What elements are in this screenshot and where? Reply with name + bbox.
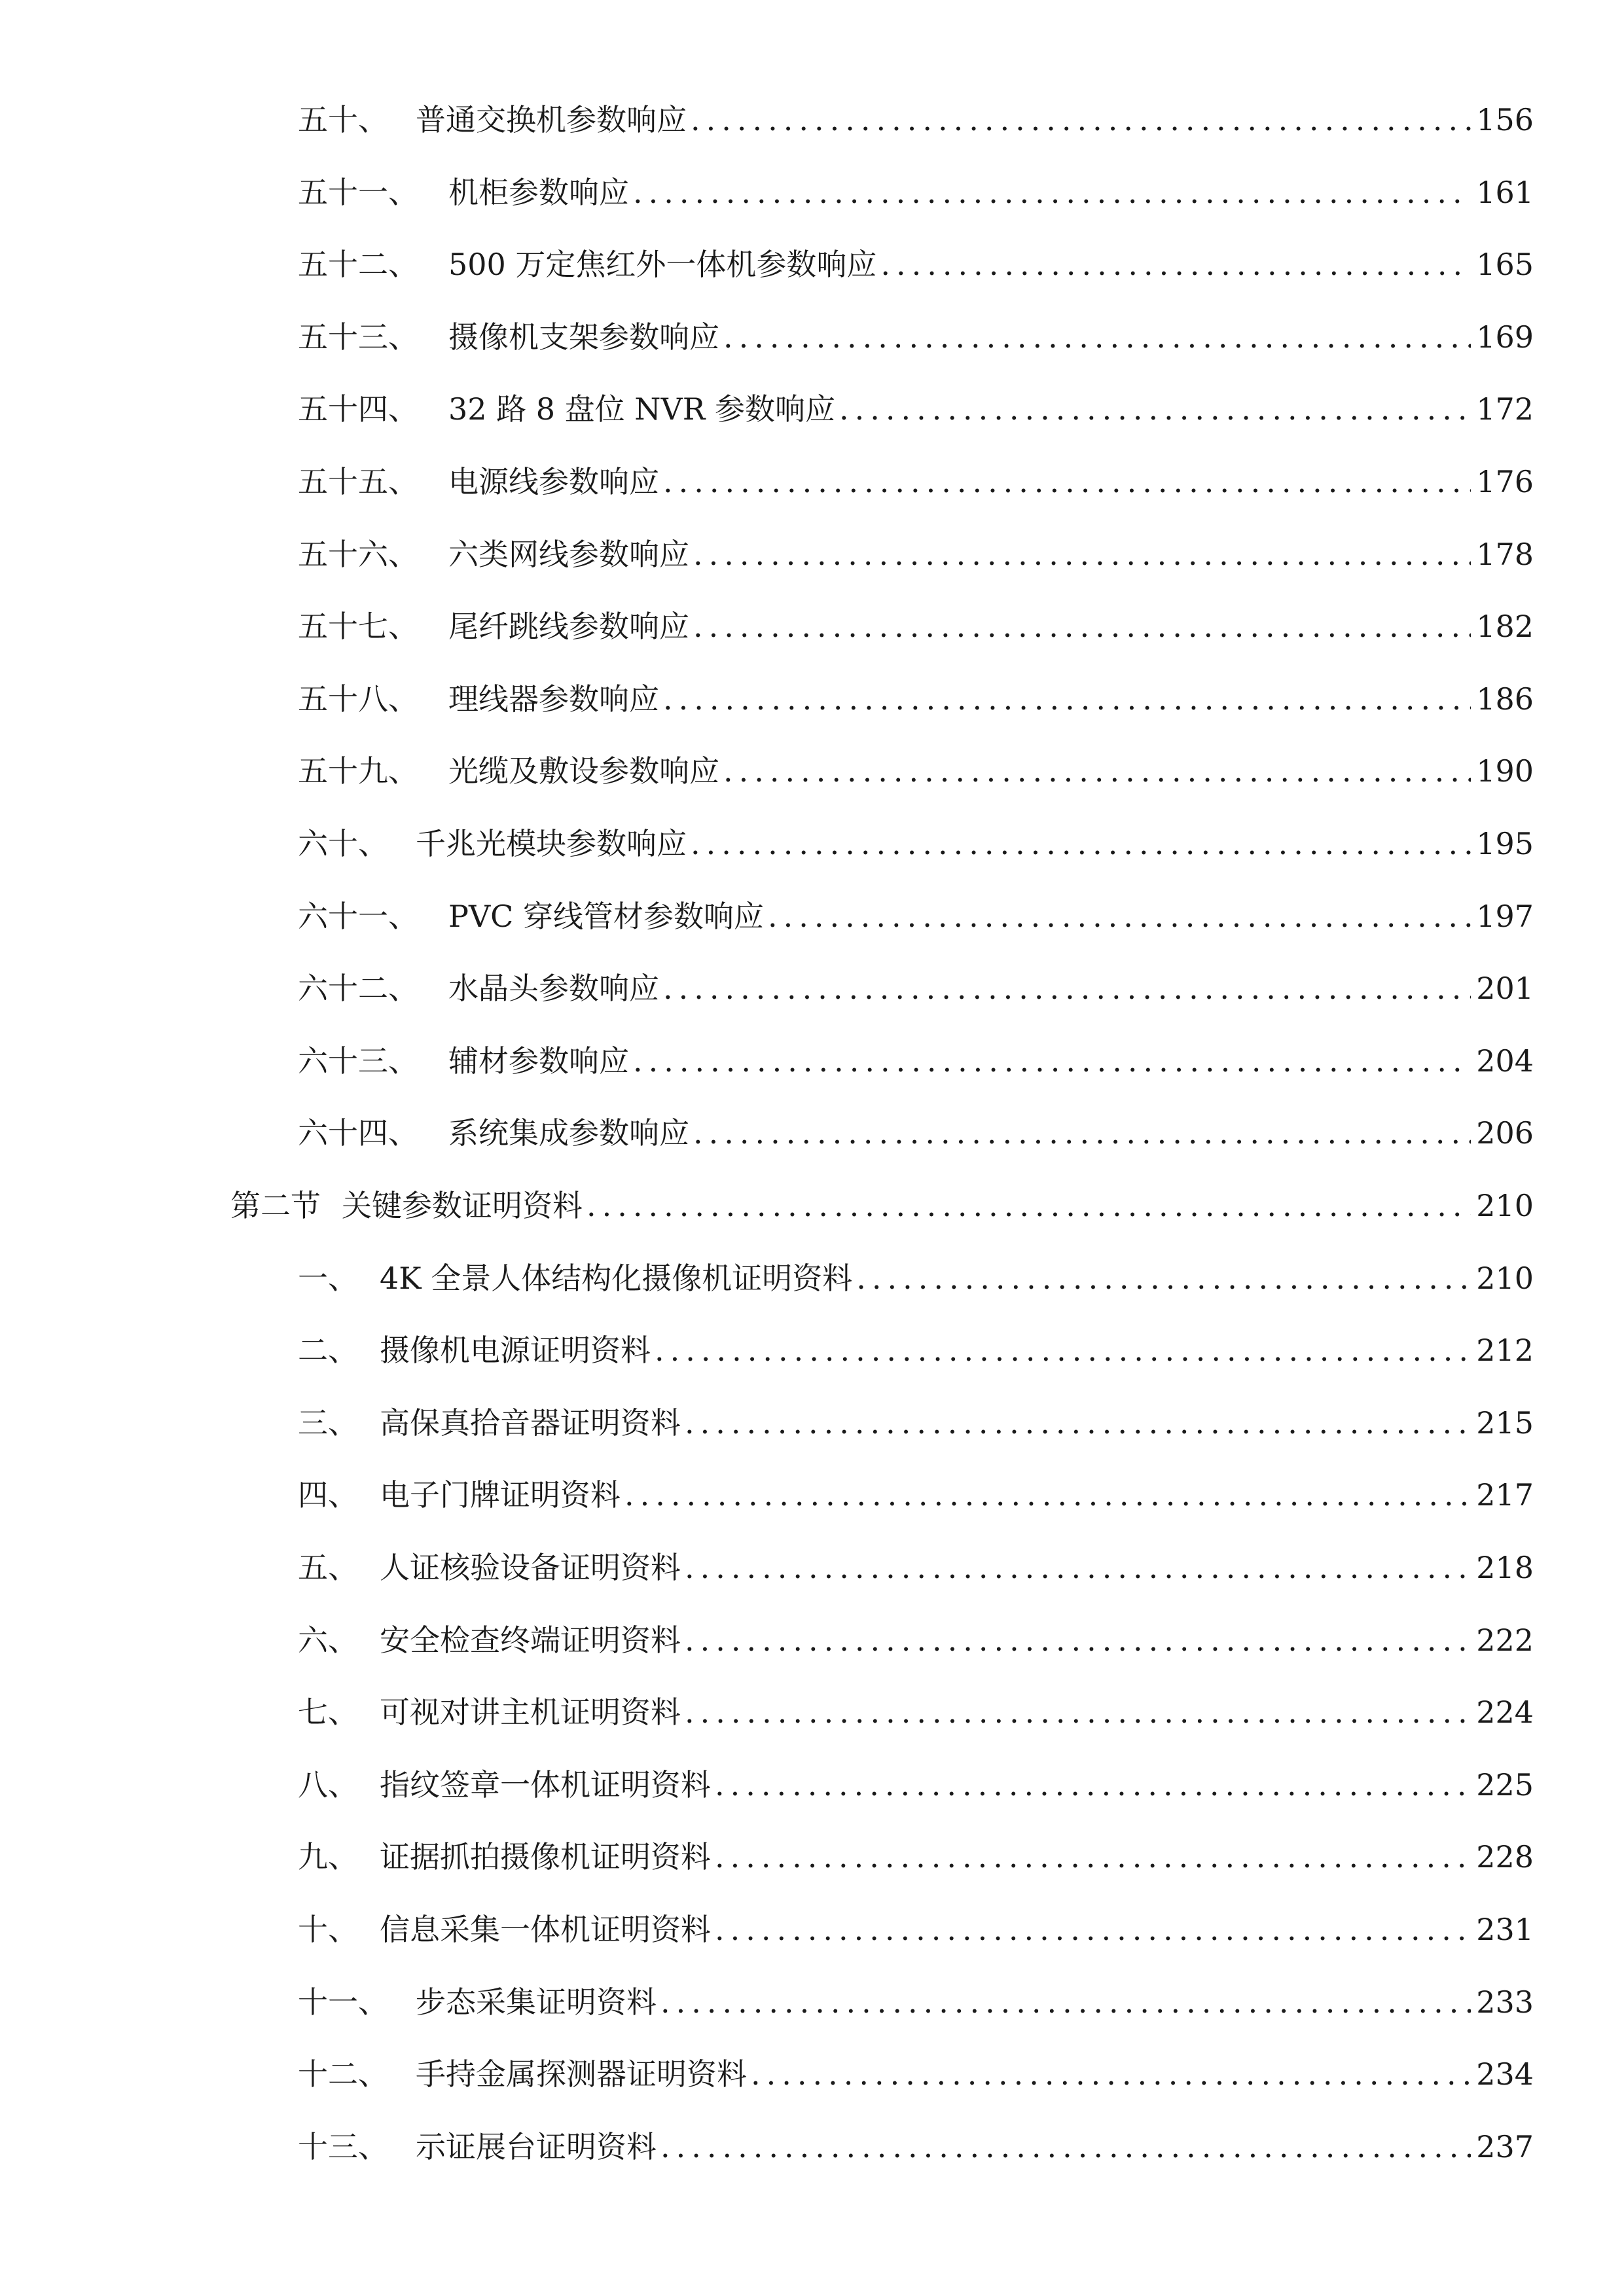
- toc-entry-page-number: 165: [1476, 247, 1534, 283]
- toc-entry-number: 五十七、: [298, 609, 418, 645]
- toc-entry-page-number: 212: [1476, 1333, 1534, 1369]
- toc-entry-title: 理线器参数响应: [448, 681, 659, 717]
- toc-entry-page-number: 178: [1476, 536, 1534, 572]
- toc-dot-leader: [655, 1324, 1471, 1376]
- toc-entry-page-number: 176: [1476, 464, 1534, 499]
- toc-entry-title: 尾纤跳线参数响应: [448, 609, 689, 645]
- toc-entry[interactable]: [298, 1469, 1534, 1521]
- toc-dot-leader: [693, 1107, 1471, 1159]
- toc-entry-title: 人证核验设备证明资料: [380, 1550, 681, 1585]
- toc-dot-leader: [663, 962, 1471, 1014]
- toc-entry-page-number: 210: [1476, 1260, 1534, 1296]
- toc-entry-number: 五十、: [298, 102, 388, 137]
- toc-entry[interactable]: [298, 1686, 1534, 1738]
- toc-entry-title: 水晶头参数响应: [448, 971, 659, 1007]
- toc-entry-title: 千兆光模块参数响应: [416, 826, 687, 861]
- toc-entry-number: 五十九、: [298, 753, 418, 789]
- toc-dot-leader: [715, 1831, 1471, 1883]
- toc-entry-title: 步态采集证明资料: [416, 1984, 657, 2020]
- toc-dot-leader: [715, 1759, 1471, 1811]
- toc-entry-title: 系统集成参数响应: [448, 1115, 689, 1151]
- toc-entry-title: 光缆及敷设参数响应: [448, 753, 719, 789]
- toc-entry-title: 普通交换机参数响应: [416, 102, 687, 137]
- toc-dot-leader: [723, 745, 1471, 797]
- toc-entry[interactable]: [298, 94, 1534, 146]
- toc-entry[interactable]: [298, 311, 1534, 363]
- toc-entry[interactable]: [298, 383, 1534, 435]
- toc-dot-leader: [685, 1541, 1471, 1594]
- toc-entry-page-number: 233: [1476, 1984, 1534, 2020]
- toc-entry[interactable]: [298, 1397, 1534, 1449]
- toc-entry-title: 辅材参数响应: [448, 1043, 629, 1079]
- toc-entry[interactable]: [298, 166, 1534, 219]
- toc-dot-leader: [624, 1469, 1471, 1521]
- toc-entry-page-number: 197: [1476, 898, 1534, 934]
- toc-entry-number: 四、: [298, 1477, 358, 1513]
- toc-dot-leader: [663, 673, 1471, 725]
- toc-entry-number: 五十二、: [298, 247, 418, 283]
- toc-entry-page-number: 182: [1476, 609, 1534, 645]
- toc-dot-leader: [693, 600, 1471, 653]
- toc-entry[interactable]: [298, 528, 1534, 581]
- toc-entry-page-number: 204: [1476, 1043, 1534, 1079]
- toc-entry-title: 摄像机电源证明资料: [380, 1333, 651, 1369]
- toc-entry[interactable]: [298, 1903, 1534, 1956]
- toc-dot-leader: [663, 456, 1471, 508]
- toc-entry-title: 手持金属探测器证明资料: [416, 2056, 747, 2092]
- toc-entry-page-number: 156: [1476, 102, 1534, 137]
- toc-dot-leader: [586, 1179, 1471, 1232]
- toc-entry[interactable]: [298, 1976, 1534, 2028]
- toc-dot-leader: [633, 166, 1471, 219]
- toc-entry[interactable]: [298, 600, 1534, 653]
- toc-entry[interactable]: [298, 745, 1534, 797]
- toc-dot-leader: [839, 383, 1471, 435]
- toc-entry-title: 4K 全景人体结构化摄像机证明资料: [380, 1260, 853, 1296]
- toc-entry-page-number: 161: [1476, 174, 1534, 210]
- toc-entry[interactable]: [298, 962, 1534, 1014]
- toc-entry[interactable]: [298, 456, 1534, 508]
- toc-entry-number: 三、: [298, 1405, 358, 1441]
- toc-entry-title: 500 万定焦红外一体机参数响应: [448, 247, 877, 283]
- toc-entry-title: 六类网线参数响应: [448, 536, 689, 572]
- toc-entry[interactable]: [298, 1759, 1534, 1811]
- toc-entry-number: 第二节: [230, 1188, 321, 1223]
- toc-entry-page-number: 169: [1476, 319, 1534, 355]
- toc-dot-leader: [856, 1252, 1471, 1304]
- toc-entry-title: 可视对讲主机证明资料: [380, 1695, 681, 1731]
- toc-entry[interactable]: [298, 1324, 1534, 1376]
- toc-entry-title: 32 路 8 盘位 NVR 参数响应: [448, 391, 836, 427]
- toc-entry-title: 高保真拾音器证明资料: [380, 1405, 681, 1441]
- toc-entry-number: 五十五、: [298, 464, 418, 499]
- toc-entry-title: 电子门牌证明资料: [380, 1477, 621, 1513]
- toc-entry-number: 五十一、: [298, 174, 418, 210]
- toc-section-entry[interactable]: [230, 1179, 1534, 1232]
- toc-entry-page-number: 195: [1476, 826, 1534, 861]
- toc-entry[interactable]: [298, 238, 1534, 291]
- toc-dot-leader: [751, 2048, 1471, 2100]
- toc-dot-leader: [691, 94, 1471, 146]
- toc-entry-number: 五十六、: [298, 536, 418, 572]
- toc-entry[interactable]: [298, 817, 1534, 870]
- toc-entry-page-number: 218: [1476, 1550, 1534, 1585]
- toc-entry-page-number: 225: [1476, 1767, 1534, 1803]
- toc-entry-title: 摄像机支架参数响应: [448, 319, 719, 355]
- toc-entry-page-number: 231: [1476, 1912, 1534, 1947]
- toc-entry-title: 信息采集一体机证明资料: [380, 1912, 711, 1947]
- toc-entry-title: 机柜参数响应: [448, 174, 629, 210]
- toc-entry[interactable]: [298, 1035, 1534, 1087]
- toc-entry-page-number: 228: [1476, 1839, 1534, 1875]
- toc-dot-leader: [768, 890, 1471, 942]
- toc-entry-page-number: 237: [1476, 2128, 1534, 2164]
- toc-entry-number: 六十、: [298, 826, 388, 861]
- toc-entry-page-number: 234: [1476, 2056, 1534, 2092]
- toc-entry-title: 示证展台证明资料: [416, 2128, 657, 2164]
- toc-entry-page-number: 190: [1476, 753, 1534, 789]
- toc-entry-number: 五十三、: [298, 319, 418, 355]
- toc-entry-page-number: 222: [1476, 1622, 1534, 1658]
- toc-entry-number: 五十四、: [298, 391, 418, 427]
- toc-entry[interactable]: [298, 1614, 1534, 1666]
- toc-entry-number: 十一、: [298, 1984, 388, 2020]
- toc-entry-number: 六十一、: [298, 898, 418, 934]
- toc-entry-title: 证据抓拍摄像机证明资料: [380, 1839, 711, 1875]
- toc-entry-title: 安全检查终端证明资料: [380, 1622, 681, 1658]
- toc-entry-number: 六十三、: [298, 1043, 418, 1079]
- toc-entry-page-number: 201: [1476, 971, 1534, 1007]
- toc-dot-leader: [693, 528, 1471, 581]
- toc-entry-number: 七、: [298, 1695, 358, 1731]
- toc-entry-number: 六十四、: [298, 1115, 418, 1151]
- toc-entry-number: 六、: [298, 1622, 358, 1658]
- toc-entry[interactable]: [298, 2048, 1534, 2100]
- toc-entry-number: 五十八、: [298, 681, 418, 717]
- toc-dot-leader: [633, 1035, 1471, 1087]
- toc-entry-page-number: 172: [1476, 391, 1534, 427]
- toc-entry[interactable]: [298, 673, 1534, 725]
- toc-entry-title: PVC 穿线管材参数响应: [448, 898, 764, 934]
- toc-entry-number: 一、: [298, 1260, 358, 1296]
- toc-dot-leader: [685, 1614, 1471, 1666]
- toc-entry-number: 八、: [298, 1767, 358, 1803]
- toc-entry[interactable]: [298, 1541, 1534, 1594]
- toc-dot-leader: [691, 817, 1471, 870]
- toc-entry-page-number: 210: [1476, 1188, 1534, 1223]
- toc-entry-title: 指纹签章一体机证明资料: [380, 1767, 711, 1803]
- toc-dot-leader: [723, 311, 1471, 363]
- toc-entry-number: 六十二、: [298, 971, 418, 1007]
- toc-entry[interactable]: [298, 2121, 1534, 2173]
- toc-entry-page-number: 215: [1476, 1405, 1534, 1441]
- toc-entry[interactable]: [298, 1107, 1534, 1159]
- toc-entry-page-number: 186: [1476, 681, 1534, 717]
- toc-entry-number: 十二、: [298, 2056, 388, 2092]
- toc-entry[interactable]: [298, 1831, 1534, 1883]
- toc-dot-leader: [715, 1903, 1471, 1956]
- toc-dot-leader: [685, 1686, 1471, 1738]
- toc-entry-title: 电源线参数响应: [448, 464, 659, 499]
- toc-dot-leader: [660, 1976, 1471, 2028]
- toc-dot-leader: [880, 238, 1471, 291]
- toc-dot-leader: [660, 2121, 1471, 2173]
- toc-entry-page-number: 224: [1476, 1695, 1534, 1731]
- toc-entry[interactable]: [298, 890, 1534, 942]
- toc-entry-page-number: 206: [1476, 1115, 1534, 1151]
- toc-dot-leader: [685, 1397, 1471, 1449]
- toc-entry[interactable]: [298, 1252, 1534, 1304]
- toc-entry-number: 二、: [298, 1333, 358, 1369]
- toc-entry-number: 十、: [298, 1912, 358, 1947]
- toc-entry-number: 五、: [298, 1550, 358, 1585]
- toc-entry-title: 关键参数证明资料: [342, 1188, 583, 1223]
- toc-entry-page-number: 217: [1476, 1477, 1534, 1513]
- toc-entry-number: 九、: [298, 1839, 358, 1875]
- toc-entry-number: 十三、: [298, 2128, 388, 2164]
